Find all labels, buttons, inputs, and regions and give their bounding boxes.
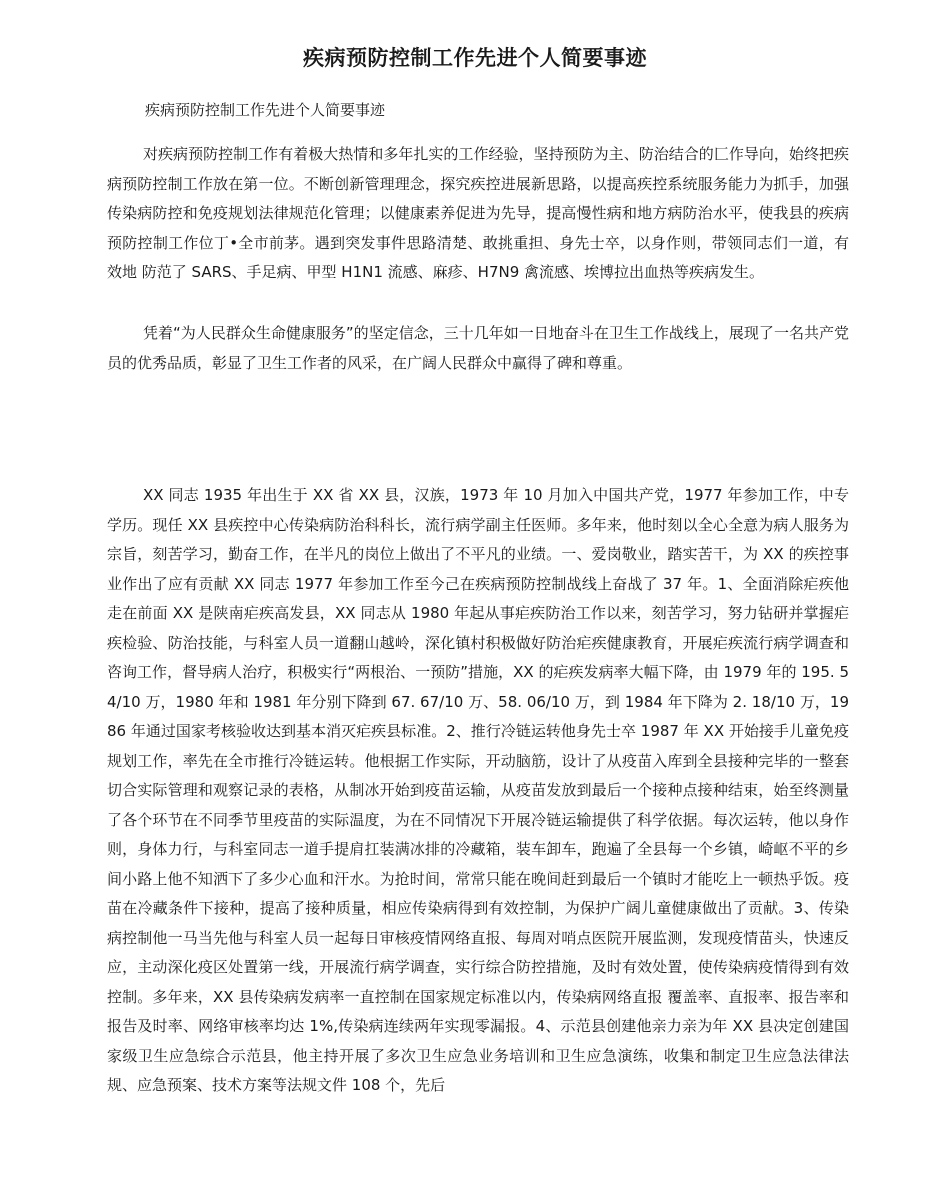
paragraph-biography: XX 同志 1935 年出生于 XX 省 XX 县，汉族，1973 年 10 月加入中国共产党，1977 年参加工作，中专学历。现任 XX 县疾控中心传染病防治科科长，流行病学副主任医师。多年来，他时刻以全心全意为病人服务为宗旨，刻苦学习，勤奋工作，在半凡的岗位上做出了不平凡的业绩。一、爱岗敬业，踏实苦干，为 XX 的疾控事业作出了应有贡献 XX 同志 1977 年参加工作至今己在疾病预防控制战线上奋战了 37 年。1、全面消除疟疾他走在前面 XX 是陕南疟疾高发县，XX 同志从 1980 年起从事疟疾防治工作以来，刻苦学习，努力钻研并掌握疟疾检验、防治技能，与科室人员一道翻山越岭，深化镇村积极做好防治疟疾健康教育，开展疟疾流行病学调查和咨询工作，督导病人治疗，积极实行“两根治、一预防”措施，XX 的疟疾发病率大幅下降，由 1979 年的 195. 54/10 万，1980 年和 1981 年分别下降到 67. 67/10 万、58. 06/10 万，到 1984 年下降为 2. 18/10 万，1986 年通过国家考核验收达到基本消灭疟疾县标准。2、推行冷链运转他身先士卒 1987 年 XX 开始接手儿童免疫规划工作，率先在全市推行冷链运转。他根据工作实际，开动脑筋，设计了从疫苗入库到全县接种完毕的一整套切合实际管理和观察记录的表格，从制冰开始到疫苗运输，从疫苗发放到最后一个接种点接种结束，始至终测量了各个环节在不同季节里疫苗的实际温度，为在不同情况下开展冷链运输提供了科学依据。每次运转，他以身作则，身体力行，与科室同志一道手提肩扛装满冰排的冷藏箱，装车卸车，跑遍了全县每一个乡镇，崎岖不平的乡间小路上他不知洒下了多少心血和汗水。为抢时间，常常只能在晚间赶到最后一个镇时才能吃上一顿热乎饭。疫苗在冷藏条件下接种，提高了接种质量，相应传染病得到有效控制，为保护广阔儿童健康做出了贡献。3、传染病控制他一马当先他与科室人员一起每日审核疫情网络直报、每周对哨点医院开展监测，发现疫情苗头，快速反应，主动深化疫区处置第一线，开展流行病学调查，实行综合防控措施，及时有效处置，使传染病疫情得到有效控制。多年来，XX 县传染病发病率一直控制在国家规定标准以内，传染病网络直报 覆盖率、直报率、报告率和报告及时率、网络审核率均达 1%,传染病连续两年实现零漏报。4、示范县创建他亲力亲为年 XX 县决定创建国家级卫生应急综合示范县，他主持开展了多次卫生应急业务培训和卫生应急演练，收集和制定卫生应急法律法规、应急预案、技术方案等法规文件 108 个，先后: [107, 486, 849, 1094]
document-subtitle: 疾病预防控制工作先进个人简要事迹: [145, 101, 386, 119]
paragraph-work-overview: 对疾病预防控制工作有着极大热情和多年扎实的工作经验，坚持预防为主、防治结合的匚作导向，始终把疾病预防控制工作放在第一位。不断创新管理理念，探究疾控进展新思路，以提高疾控系统服务能力为抓手，加强传染病防控和免疫规划法律规范化管理；以健康素养促进为先导，提高慢性病和地方病防治水平，使我县的疾病预防控制工作位丁•全市前茅。遇到突发事件思路清楚、敢挑重担、身先士卒，以身作则，带领同志们一道，有效地 防范了 SARS、手足病、甲型 H1N1 流感、麻疹、H7N9 禽流感、埃博拉出血热等疾病发生。: [107, 145, 849, 281]
document-title: 疾病预防控制工作先进个人简要事迹: [303, 46, 647, 70]
paragraph-dedication: 凭着“为人民群众生命健康服务”的坚定信念，三十几年如一日地奋斗在卫生工作战线上，展现了一名共产党员的优秀品质，彰显了卫生工作者的风采，在广阔人民群众中赢得了碑和尊重。: [107, 324, 849, 372]
